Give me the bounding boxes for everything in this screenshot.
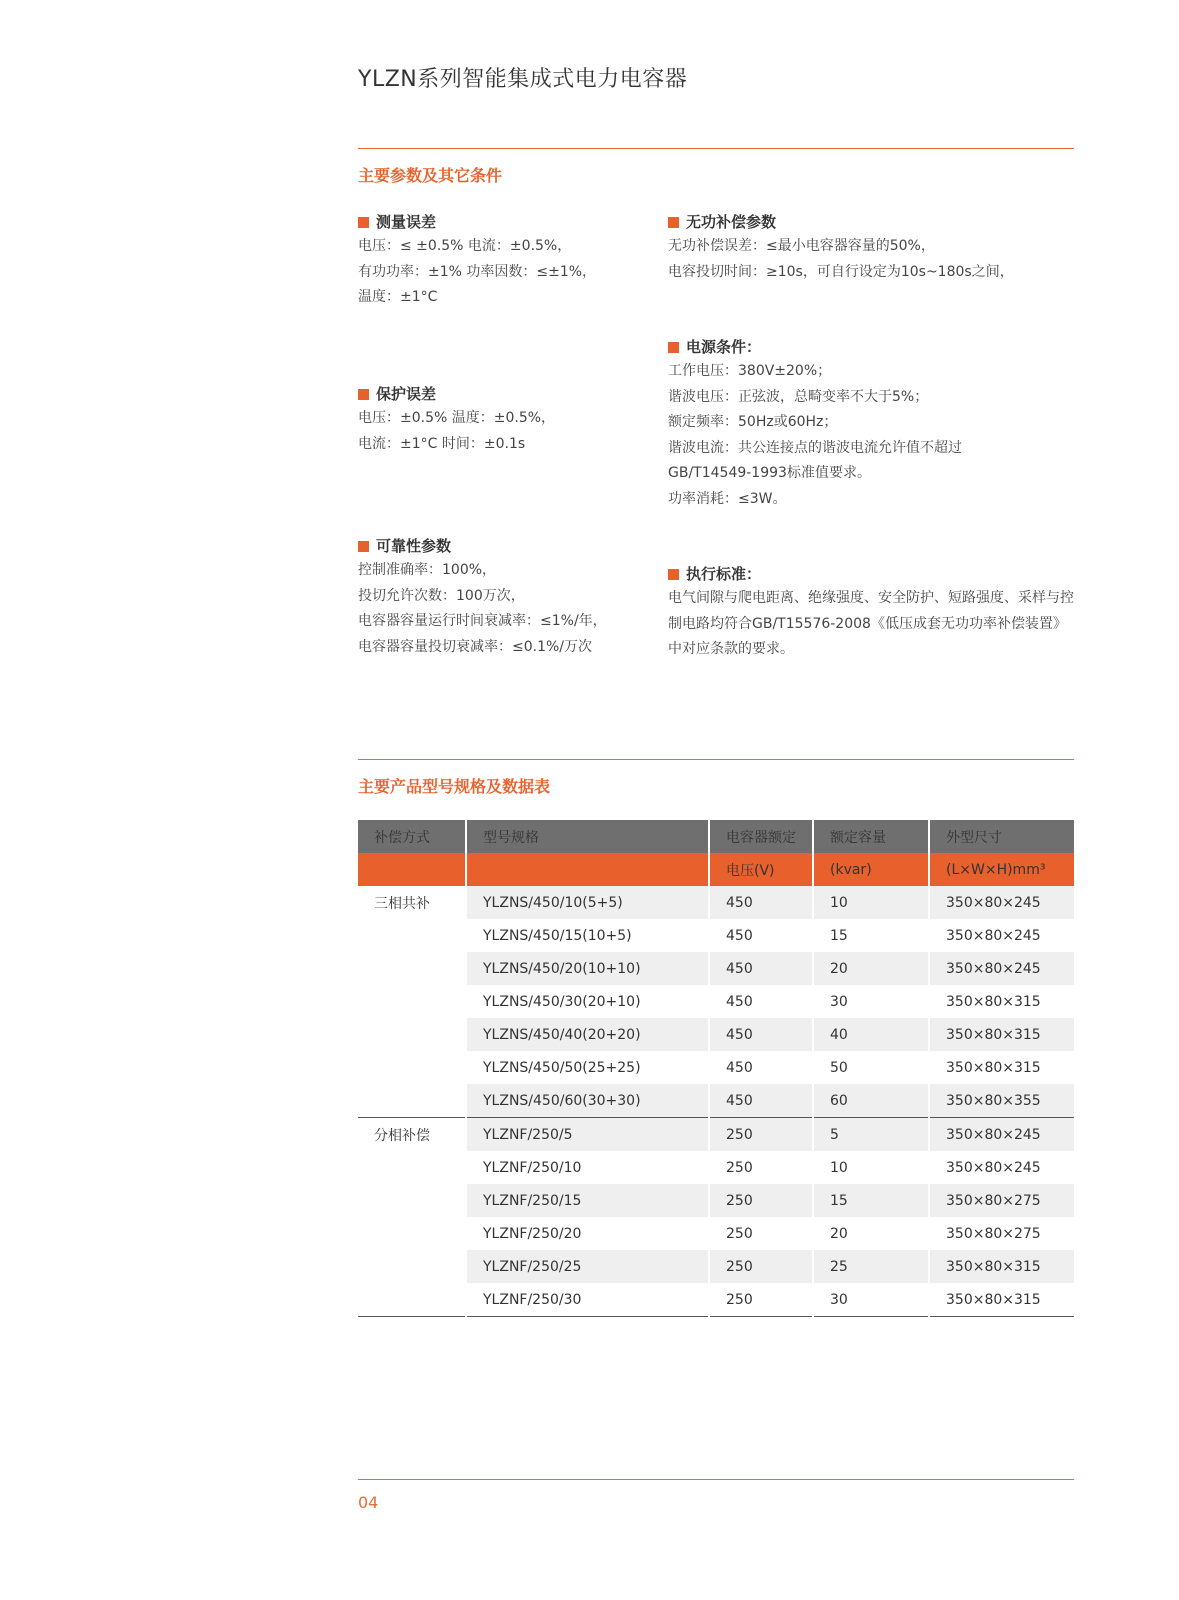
category-cell <box>358 1051 466 1084</box>
table-row <box>358 1283 1074 1317</box>
table-header-row <box>358 820 1074 853</box>
category-cell <box>358 919 466 952</box>
header-cell: 补偿方式 <box>358 820 466 853</box>
power-heading: 电源条件： <box>686 338 762 356</box>
dimension-cell: 350×80×355 <box>929 1084 1074 1118</box>
table-row <box>358 1151 1074 1184</box>
category-cell <box>358 1084 466 1118</box>
capacity-cell: 20 <box>813 1217 929 1250</box>
protect-line: 电压：±0.5% 温度：±0.5%， <box>358 410 556 426</box>
header-cell: 电容器额定 <box>709 820 813 853</box>
subheader-cell: (L×W×H)mm³ <box>929 853 1074 886</box>
reactive-line: 电容投切时间：≥10s，可自行设定为10s~180s之间， <box>668 263 1014 280</box>
reactive-heading: 无功补偿参数 <box>686 213 777 231</box>
model-cell: YLZNS/450/20(10+10) <box>466 952 709 985</box>
table-row <box>358 1250 1074 1283</box>
category-cell <box>358 1018 466 1051</box>
power-line: 谐波电压：正弦波，总畸变率不大于5%； <box>668 388 929 405</box>
table-row <box>358 1217 1074 1250</box>
reliability-line: 电容器容量投切衰减率：≤0.1%/万次 <box>358 638 593 655</box>
bullet-square-icon <box>668 569 679 580</box>
model-cell: YLZNS/450/30(20+10) <box>466 985 709 1018</box>
category-cell <box>358 985 466 1018</box>
capacity-cell: 60 <box>813 1084 929 1118</box>
measure-error-block <box>358 210 678 311</box>
measure-line: 电压：≤ ±0.5% 电流：±0.5%， <box>358 238 572 254</box>
bullet-square-icon <box>668 342 679 353</box>
dimension-cell: 350×80×245 <box>929 886 1074 919</box>
reactive-block <box>668 210 1078 285</box>
reliability-line: 投切允许次数：100万次， <box>358 587 525 604</box>
measure-line: 温度：±1°C <box>358 289 438 305</box>
voltage-cell: 250 <box>709 1250 813 1283</box>
table-row <box>358 886 1074 919</box>
capacity-cell: 10 <box>813 886 929 919</box>
capacity-cell: 15 <box>813 919 929 952</box>
protect-error-block <box>358 382 678 457</box>
model-cell: YLZNF/250/15 <box>466 1184 709 1217</box>
section-divider <box>358 759 1074 760</box>
product-spec-table <box>358 820 1074 1317</box>
capacity-cell: 30 <box>813 985 929 1018</box>
model-cell: YLZNS/450/40(20+20) <box>466 1018 709 1051</box>
category-cell <box>358 1250 466 1283</box>
power-line: 谐波电流：共公连接点的谐波电流允许值不超过 <box>668 439 962 456</box>
table-row <box>358 1051 1074 1084</box>
capacity-cell: 40 <box>813 1018 929 1051</box>
dimension-cell: 350×80×275 <box>929 1184 1074 1217</box>
voltage-cell: 450 <box>709 1018 813 1051</box>
category-cell: 分相补偿 <box>358 1118 466 1152</box>
page-number: 04 <box>358 1493 379 1512</box>
voltage-cell: 250 <box>709 1283 813 1317</box>
voltage-cell: 250 <box>709 1151 813 1184</box>
voltage-cell: 450 <box>709 1084 813 1118</box>
subheader-cell: 电压(V) <box>709 853 813 886</box>
header-cell: 外型尺寸 <box>929 820 1074 853</box>
table-subheader-row <box>358 853 1074 886</box>
table-row <box>358 919 1074 952</box>
subheader-cell <box>466 853 709 886</box>
dimension-cell: 350×80×275 <box>929 1217 1074 1250</box>
table-row <box>358 1118 1074 1152</box>
voltage-cell: 250 <box>709 1184 813 1217</box>
model-cell: YLZNF/250/10 <box>466 1151 709 1184</box>
bullet-square-icon <box>358 389 369 400</box>
measure-error-heading: 测量误差 <box>376 213 437 231</box>
footer-divider <box>358 1479 1074 1480</box>
bullet-square-icon <box>358 217 369 228</box>
capacity-cell: 5 <box>813 1118 929 1152</box>
table-row <box>358 1084 1074 1118</box>
reactive-line: 无功补偿误差：≤最小电容器容量的50%， <box>668 238 935 254</box>
table-row <box>358 985 1074 1018</box>
reliability-line: 控制准确率：100%， <box>358 562 497 578</box>
category-cell <box>358 1151 466 1184</box>
category-cell <box>358 952 466 985</box>
subheader-cell: (kvar) <box>813 853 929 886</box>
capacity-cell: 15 <box>813 1184 929 1217</box>
model-cell: YLZNF/250/20 <box>466 1217 709 1250</box>
standard-heading: 执行标准： <box>686 565 762 583</box>
power-block <box>668 335 1078 512</box>
capacity-cell: 10 <box>813 1151 929 1184</box>
table-section-title: 主要产品型号规格及数据表 <box>358 777 551 796</box>
capacity-cell: 25 <box>813 1250 929 1283</box>
capacity-cell: 50 <box>813 1051 929 1084</box>
voltage-cell: 250 <box>709 1118 813 1152</box>
model-cell: YLZNF/250/5 <box>466 1118 709 1152</box>
model-cell: YLZNF/250/30 <box>466 1283 709 1317</box>
page-title: YLZN系列智能集成式电力电容器 <box>358 67 688 92</box>
table-row <box>358 1018 1074 1051</box>
capacity-cell: 30 <box>813 1283 929 1317</box>
reliability-line: 电容器容量运行时间衰减率：≤1%/年， <box>358 613 607 629</box>
model-cell: YLZNS/450/60(30+30) <box>466 1084 709 1118</box>
header-cell: 额定容量 <box>813 820 929 853</box>
subheader-cell <box>358 853 466 886</box>
section-divider <box>358 148 1074 149</box>
category-cell <box>358 1283 466 1317</box>
measure-line: 有功功率：±1% 功率因数：≤±1%， <box>358 263 597 280</box>
dimension-cell: 350×80×315 <box>929 1250 1074 1283</box>
table-row <box>358 1184 1074 1217</box>
voltage-cell: 450 <box>709 919 813 952</box>
voltage-cell: 450 <box>709 952 813 985</box>
protect-line: 电流：±1°C 时间：±0.1s <box>358 435 526 452</box>
category-cell <box>358 1184 466 1217</box>
dimension-cell: 350×80×315 <box>929 1283 1074 1317</box>
power-line: GB/T14549-1993标准值要求。 <box>668 465 871 481</box>
reliability-heading: 可靠性参数 <box>376 537 452 555</box>
dimension-cell: 350×80×315 <box>929 1051 1074 1084</box>
dimension-cell: 350×80×315 <box>929 1018 1074 1051</box>
standard-text: 电气间隙与爬电距离、绝缘强度、安全防护、短路强度、采样与控制电路均符合GB/T15576-2008《低压成套无功功率补偿装置》中对应条款的要求。 <box>668 590 1074 657</box>
voltage-cell: 450 <box>709 886 813 919</box>
protect-error-heading: 保护误差 <box>376 385 437 403</box>
header-cell: 型号规格 <box>466 820 709 853</box>
power-line: 工作电压：380V±20%； <box>668 363 832 379</box>
category-cell <box>358 1217 466 1250</box>
power-line: 额定频率：50Hz或60Hz； <box>668 414 838 430</box>
dimension-cell: 350×80×245 <box>929 1151 1074 1184</box>
bullet-square-icon <box>668 217 679 228</box>
dimension-cell: 350×80×245 <box>929 1118 1074 1152</box>
voltage-cell: 450 <box>709 1051 813 1084</box>
dimension-cell: 350×80×315 <box>929 985 1074 1018</box>
standard-block <box>668 562 1078 663</box>
power-line: 功率消耗：≤3W。 <box>668 490 787 507</box>
model-cell: YLZNS/450/15(10+5) <box>466 919 709 952</box>
voltage-cell: 250 <box>709 1217 813 1250</box>
voltage-cell: 450 <box>709 985 813 1018</box>
model-cell: YLZNF/250/25 <box>466 1250 709 1283</box>
capacity-cell: 20 <box>813 952 929 985</box>
model-cell: YLZNS/450/50(25+25) <box>466 1051 709 1084</box>
dimension-cell: 350×80×245 <box>929 919 1074 952</box>
dimension-cell: 350×80×245 <box>929 952 1074 985</box>
bullet-square-icon <box>358 541 369 552</box>
params-section-title: 主要参数及其它条件 <box>358 166 503 185</box>
reliability-block <box>358 534 678 660</box>
table-row <box>358 952 1074 985</box>
category-cell: 三相共补 <box>358 886 466 919</box>
model-cell: YLZNS/450/10(5+5) <box>466 886 709 919</box>
